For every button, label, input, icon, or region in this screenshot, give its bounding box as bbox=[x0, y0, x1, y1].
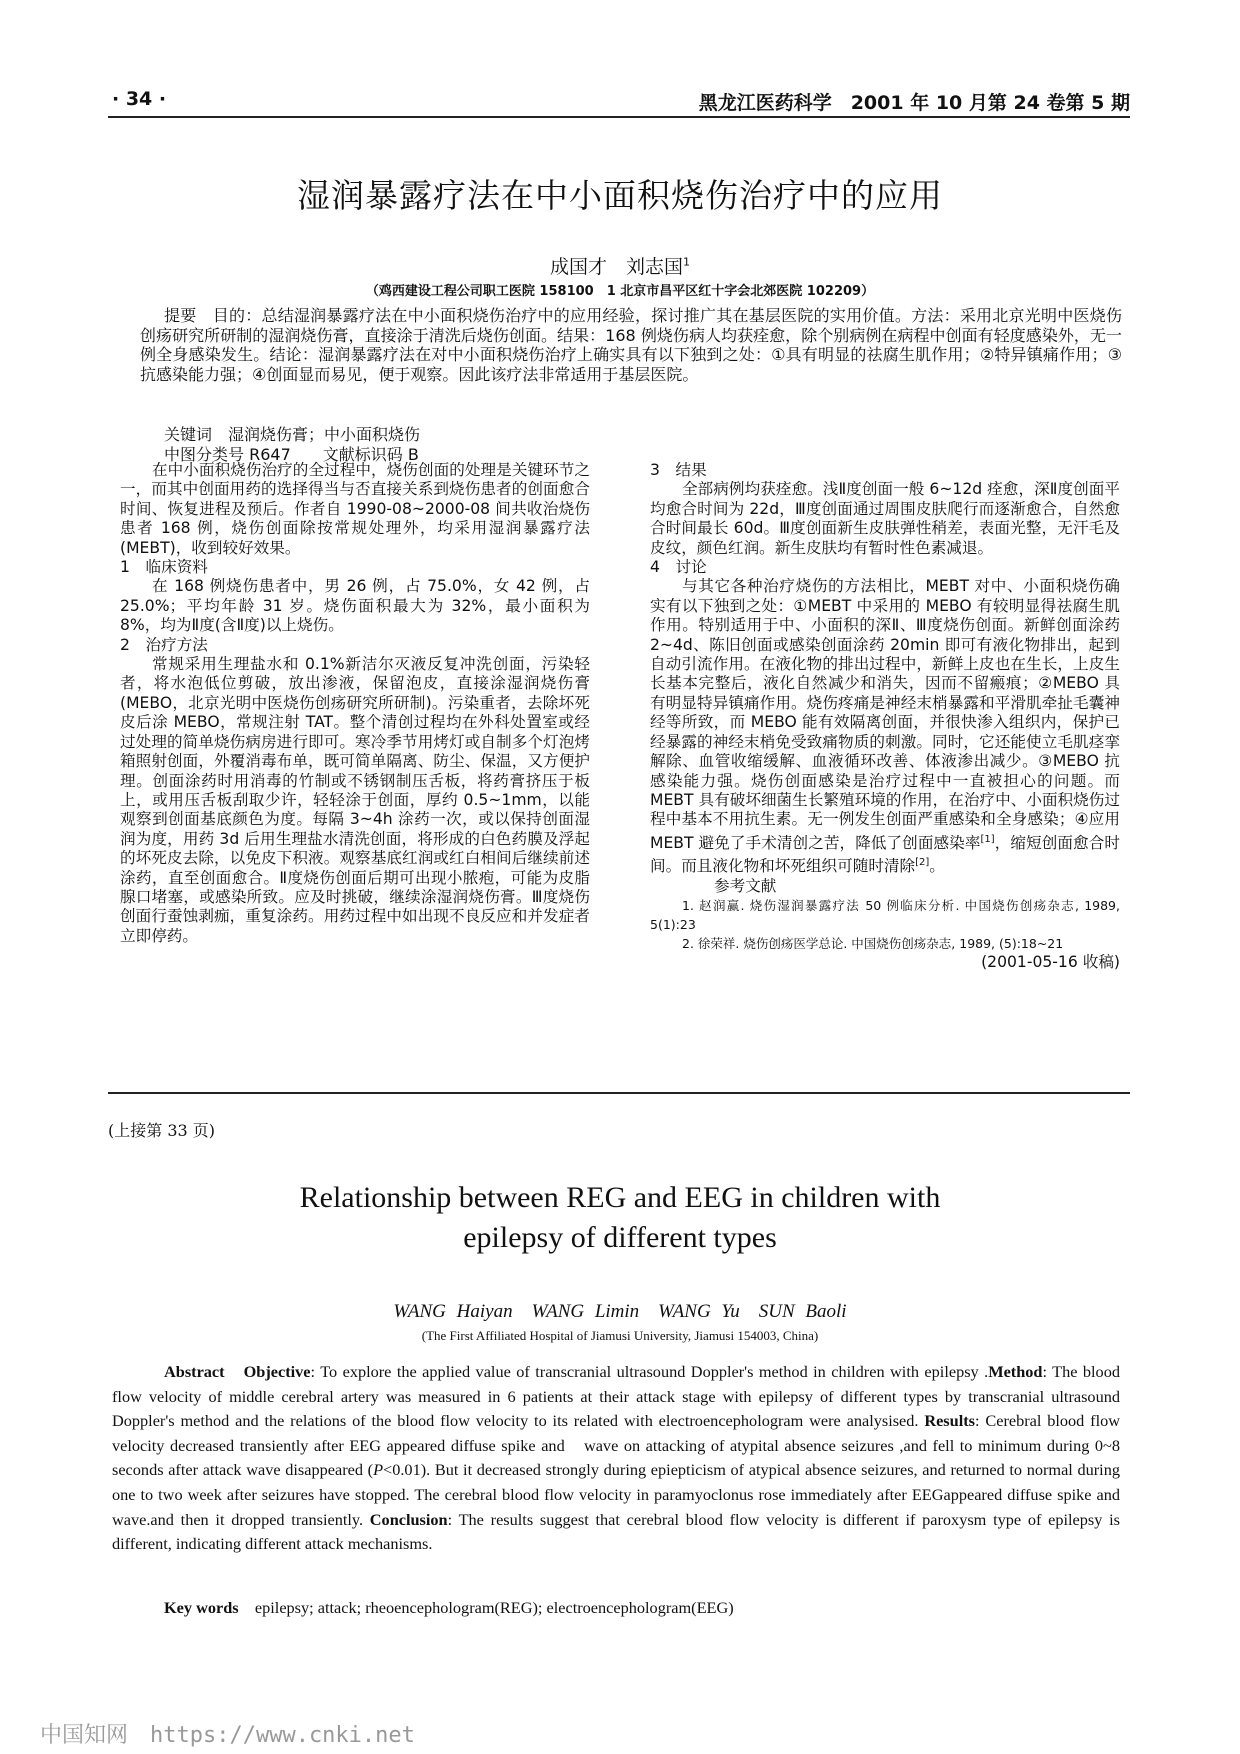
affiliation-en: (The First Affiliated Hospital of Jiamusi University, Jiamusi 154003, China) bbox=[421, 1328, 819, 1343]
conclusion-label: Conclusion bbox=[369, 1509, 448, 1529]
citation-1: [1] bbox=[980, 833, 995, 845]
continued-note: (上接第 33 页) bbox=[108, 1121, 216, 1140]
section-3-body: 全部病例均获痊愈。浅Ⅱ度创面一般 6~12d 痊愈，深Ⅱ度创面平均愈合时间为 22d，Ⅲ度创面通过周围皮肤爬行而逐渐愈合，自然愈合时间最长 60d。Ⅲ度创面新生皮肤弹性稍差，表面光整，无汗毛及皮纹，颜色红润。新生皮肤均有暂时性色素减退。 bbox=[650, 480, 1120, 557]
conclusion-text: : The results suggest that cerebral blood flow velocity is different if paroxysm type of epilepsy is different, indicating different attack mechanisms. bbox=[112, 1509, 1121, 1554]
author-sup: 1 bbox=[683, 255, 690, 269]
keywords-en-label: Key words bbox=[164, 1598, 239, 1617]
intro-paragraph: 在中小面积烧伤治疗的全过程中，烧伤创面的处理是关键环节之一，而其中创面用药的选择得当与否直接关系到烧伤患者的创面愈合时间、恢复进程及预后。作者自 1990-08~2000-08 间共收治烧伤患者 168 例，烧伤创面除按常规处理外，均采用湿润暴露疗法(MEBT)，收到较好效果。 bbox=[120, 461, 590, 557]
classification-cn: 中图分类号 R647 文献标识码 B bbox=[164, 445, 419, 464]
right-column bbox=[650, 461, 1120, 973]
title-en-line-1: Relationship between REG and EEG in children with bbox=[299, 1181, 941, 1214]
section-4-text-a: 与其它各种治疗烧伤的方法相比，MEBT 对中、小面积烧伤确实有以下独到之处：①MEBT 中采用的 MEBO 有较明显得祛腐生肌作用。特别适用于中、小面积的深Ⅱ、Ⅲ度烧伤创面。新鲜创面涂药 2~4d、陈旧创面或感染创面涂药 20min 即可有液化物排出，起到自动引流作用。在液化物的排出过程中，新鲜上皮也在生长，上皮生长基本完整后，液化自然减少和消失，因而不留瘢痕；②MEBO 具有明显特异镇痛作用。烧伤疼痛是神经末梢暴露和平滑肌牵扯毛囊神经等所致，而 MEBO 能有效隔离创面，并很快渗入组织内，保护已经暴露的神经末梢免受致痛物质的刺激。同时，它还能使立毛肌痉挛解除、血管收缩缓解、血液循环改善、体液渗出减少。③MEBO 抗感染能力强。烧伤创面感染是治疗过程中一直被担心的问题。而 MEBT 具有破坏细菌生长繁殖环境的作用，在治疗中、小面积烧伤过程中基本不用抗生素。无一例发生创面严重感染和全身感染；④应用 MEBT 避免了手术清创之苦，降低了创面感染率 bbox=[650, 577, 1120, 852]
section-4-body bbox=[650, 577, 1120, 876]
references-heading: 参考文献 bbox=[714, 876, 777, 895]
section-4-heading: 4 讨论 bbox=[650, 558, 707, 577]
header-rule bbox=[108, 116, 1130, 118]
method-text: : The blood flow velocity of middle cerebral artery was measured in 6 patients at their attack stage with epilepsy of different types by transcranial ultrasound Doppler's method and the relations of the blood flow velocity to its related with electroencephologram were analysised. bbox=[112, 1362, 1120, 1431]
section-1-heading: 1 临床资料 bbox=[120, 558, 208, 577]
received-date: (2001-05-16 收稿) bbox=[981, 953, 1120, 972]
left-column bbox=[120, 461, 590, 946]
results-text-a: : Cerebral blood flow velocity decreased transiently after EEG appeared diffuse spike and wave on attacking of atypital absence seizures ,and fell to minimum during 0~8 seconds after attack wave disappeared ( bbox=[112, 1411, 1120, 1480]
section-divider bbox=[108, 1092, 1130, 1094]
section-1-body: 在 168 例烧伤患者中，男 26 例，占 75.0%，女 42 例，占 25.0%；平均年龄 31 岁。烧伤面积最大为 32%，最小面积为 8%，均为Ⅱ度(含Ⅱ度)以上烧伤。 bbox=[120, 577, 590, 635]
keywords-en-text: epilepsy; attack; rheoencephologram(REG); electroencephologram(EEG) bbox=[238, 1598, 734, 1617]
p-value-symbol: P bbox=[373, 1460, 384, 1480]
title-en-line-2: epilepsy of different types bbox=[463, 1221, 777, 1254]
results-text-b: <0.01). But it decreased strongly during epiepticism of atypical absence seizures, and returned to normal during one to two week after seizures have stopped. The cerebral blood flow velocity in paramyoclonus rose immediately after EEGappeared diffuse spike and wave.and then it dropped transiently. bbox=[112, 1460, 1120, 1529]
section-4-text-c: 。 bbox=[929, 857, 945, 876]
abstract-cn: 提要 目的：总结湿润暴露疗法在中小面积烧伤治疗中的应用经验，探讨推广其在基层医院的实用价值。方法：采用北京光明中医烧伤创疡研究所研制的湿润烧伤膏，直接涂于清洗后烧伤创面。结果：168 例烧伤病人均获痊愈，除个别病例在病程中创面有轻度感染外，无一例全身感染发生。结论：湿润暴露疗法在对中小面积烧伤治疗上确实具有以下独到之处：①具有明显的祛腐生肌作用；②特异镇痛作用；③抗感染能力强；④创面显而易见，便于观察。因此该疗法非常适用于基层医院。 bbox=[140, 306, 1122, 384]
page-number: · 34 · bbox=[112, 88, 167, 110]
affiliation-cn: （鸡西建设工程公司职工医院 158100 1 北京市昌平区红十字会北郊医院 102209） bbox=[365, 284, 875, 299]
article-title-en bbox=[0, 1178, 1240, 1258]
section-2-heading: 2 治疗方法 bbox=[120, 635, 208, 654]
results-label: Results bbox=[924, 1411, 975, 1431]
keywords-en bbox=[164, 1594, 734, 1618]
section-3-heading: 3 结果 bbox=[650, 461, 707, 479]
journal-header: 黑龙江医药科学 2001 年 10 月第 24 卷第 5 期 bbox=[698, 92, 1130, 114]
cnki-footer[interactable]: 中国知网 https://www.cnki.net bbox=[40, 1723, 415, 1748]
reference-2: 2. 徐荣祥. 烧伤创疡医学总论. 中国烧伤创疡杂志, 1989, (5):18~21 bbox=[682, 936, 1064, 952]
authors-cn-names: 成国才 刘志国 bbox=[549, 256, 683, 278]
section-4-text-b: ，缩短创面愈合时间。而且液化物和坏死组织可随时清除 bbox=[650, 833, 1120, 876]
authors-cn bbox=[0, 252, 1240, 279]
method-label: Method bbox=[988, 1362, 1043, 1381]
authors-en: WANG Haiyan WANG Limin WANG Yu SUN Baoli bbox=[393, 1301, 847, 1322]
article-title-cn: 湿润暴露疗法在中小面积烧伤治疗中的应用 bbox=[297, 176, 943, 215]
objective-text: : To explore the applied value of transcranial ultrasound Doppler's method in children with epilepsy . bbox=[310, 1362, 989, 1381]
citation-2: [2] bbox=[915, 857, 930, 869]
reference-1: 1. 赵润赢. 烧伤湿润暴露疗法 50 例临床分析. 中国烧伤创疡杂志, 1989, 5(1):23 bbox=[650, 898, 1120, 933]
section-2-body: 常规采用生理盐水和 0.1%新洁尔灭液反复冲洗创面，污染轻者，将水泡低位剪破，放出渗液，保留泡皮，直接涂湿润烧伤膏(MEBO，北京光明中医烧伤创疡研究所研制)。污染重者，去除坏死皮后涂 MEBO，常规注射 TAT。整个清创过程均在外科处置室或经过处理的简单烧伤病房进行即可。寒冷季节用烤灯或自制多个灯泡烤箱照射创面，外覆消毒布单，既可简单隔离、防尘、保温，又方便护理。创面涂药时用消毒的竹制或不锈钢制压舌板，将药膏挤压于板上，或用压舌板刮取少许，轻轻涂于创面，厚约 0.5~1mm，以能观察到创面基底颜色为度。每隔 3~4h 涂药一次，或以保持创面湿润为度，用药 3d 后用生理盐水清洗创面，将形成的白色药膜及浮起的坏死皮去除，以免皮下积液。观察基底红润或红白相间后继续前述涂药，直至创面愈合。Ⅱ度烧伤创面后期可出现小脓疱，可能为皮脂腺口堵塞，或感染所致。应及时挑破，继续涂湿润烧伤膏。Ⅲ度烧伤创面行蚕蚀剥痂，重复涂药。用药过程中如出现不良反应和并发症者立即停药。 bbox=[120, 655, 590, 945]
keywords-cn: 关键词 湿润烧伤膏；中小面积烧伤 bbox=[164, 425, 421, 444]
abstract-label: Abstract bbox=[164, 1362, 225, 1381]
abstract-en bbox=[112, 1360, 1120, 1557]
objective-label: Objective bbox=[243, 1362, 311, 1381]
